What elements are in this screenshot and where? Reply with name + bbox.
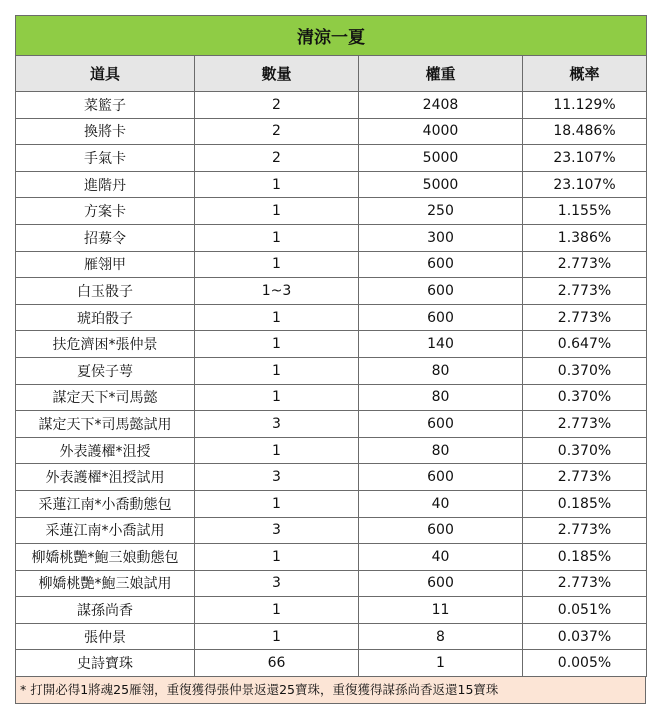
weight-cell: 40 — [359, 490, 523, 517]
quantity-cell: 1 — [195, 623, 359, 650]
weight-cell: 5000 — [359, 171, 523, 198]
item-cell: 手氣卡 — [16, 145, 195, 172]
table-row — [16, 171, 647, 198]
item-cell: 史詩寶珠 — [16, 650, 195, 677]
table-row — [16, 224, 647, 251]
item-cell: 菜籃子 — [16, 92, 195, 119]
weight-cell: 600 — [359, 464, 523, 491]
table-row — [16, 411, 647, 438]
table-row — [16, 304, 647, 331]
weight-cell: 600 — [359, 251, 523, 278]
probability-cell: 0.185% — [523, 544, 647, 571]
weight-cell: 40 — [359, 544, 523, 571]
weight-cell: 600 — [359, 278, 523, 305]
header-probability: 概率 — [523, 56, 647, 92]
item-cell: 扶危濟困*張仲景 — [16, 331, 195, 358]
header-row — [16, 56, 647, 92]
weight-cell: 600 — [359, 570, 523, 597]
item-cell: 外表護櫂*沮授 — [16, 437, 195, 464]
item-cell: 外表護櫂*沮授試用 — [16, 464, 195, 491]
weight-cell: 600 — [359, 304, 523, 331]
weight-cell: 600 — [359, 517, 523, 544]
table-title: 清涼一夏 — [16, 16, 647, 56]
quantity-cell: 1 — [195, 224, 359, 251]
quantity-cell: 3 — [195, 464, 359, 491]
item-cell: 采蓮江南*小喬動態包 — [16, 490, 195, 517]
probability-cell: 2.773% — [523, 411, 647, 438]
quantity-cell: 3 — [195, 517, 359, 544]
quantity-cell: 2 — [195, 92, 359, 119]
probability-cell: 0.185% — [523, 490, 647, 517]
quantity-cell: 1 — [195, 544, 359, 571]
weight-cell: 80 — [359, 357, 523, 384]
weight-cell: 11 — [359, 597, 523, 624]
header-item: 道具 — [16, 56, 195, 92]
table-row — [16, 517, 647, 544]
table-row — [16, 278, 647, 305]
title-row — [16, 16, 647, 56]
drop-rate-table — [15, 15, 647, 677]
weight-cell: 80 — [359, 437, 523, 464]
table-row — [16, 437, 647, 464]
item-cell: 謀定天下*司馬懿 — [16, 384, 195, 411]
table-row — [16, 570, 647, 597]
weight-cell: 600 — [359, 411, 523, 438]
quantity-cell: 1 — [195, 171, 359, 198]
table-row — [16, 118, 647, 145]
table-row — [16, 251, 647, 278]
table-row — [16, 544, 647, 571]
table-body — [16, 92, 647, 677]
probability-cell: 1.155% — [523, 198, 647, 225]
weight-cell: 80 — [359, 384, 523, 411]
probability-cell: 2.773% — [523, 570, 647, 597]
weight-cell: 2408 — [359, 92, 523, 119]
item-cell: 琥珀骰子 — [16, 304, 195, 331]
probability-cell: 2.773% — [523, 304, 647, 331]
probability-cell: 0.647% — [523, 331, 647, 358]
probability-cell: 0.051% — [523, 597, 647, 624]
item-cell: 柳嬌桃艷*鮑三娘動態包 — [16, 544, 195, 571]
item-cell: 白玉骰子 — [16, 278, 195, 305]
weight-cell: 5000 — [359, 145, 523, 172]
item-cell: 采蓮江南*小喬試用 — [16, 517, 195, 544]
item-cell: 雁翎甲 — [16, 251, 195, 278]
probability-cell: 2.773% — [523, 517, 647, 544]
probability-cell: 0.370% — [523, 437, 647, 464]
table-row — [16, 145, 647, 172]
weight-cell: 8 — [359, 623, 523, 650]
quantity-cell: 3 — [195, 411, 359, 438]
probability-cell: 1.386% — [523, 224, 647, 251]
item-cell: 柳嬌桃艷*鮑三娘試用 — [16, 570, 195, 597]
probability-cell: 0.037% — [523, 623, 647, 650]
quantity-cell: 1 — [195, 331, 359, 358]
table-row — [16, 331, 647, 358]
quantity-cell: 1 — [195, 490, 359, 517]
quantity-cell: 1 — [195, 304, 359, 331]
quantity-cell: 1 — [195, 437, 359, 464]
quantity-cell: 66 — [195, 650, 359, 677]
quantity-cell: 1~3 — [195, 278, 359, 305]
table-row — [16, 357, 647, 384]
probability-cell: 0.370% — [523, 357, 647, 384]
probability-cell: 0.005% — [523, 650, 647, 677]
footnote: * 打開必得1將魂25雁翎，重復獲得張仲景返還25寶珠，重復獲得謀孫尚香返還15寶珠 — [15, 677, 646, 704]
item-cell: 進階丹 — [16, 171, 195, 198]
quantity-cell: 1 — [195, 251, 359, 278]
weight-cell: 140 — [359, 331, 523, 358]
quantity-cell: 1 — [195, 357, 359, 384]
table-row — [16, 490, 647, 517]
probability-cell: 18.486% — [523, 118, 647, 145]
probability-cell: 0.370% — [523, 384, 647, 411]
probability-cell: 2.773% — [523, 278, 647, 305]
item-cell: 方案卡 — [16, 198, 195, 225]
header-weight: 權重 — [359, 56, 523, 92]
table-row — [16, 650, 647, 677]
weight-cell: 300 — [359, 224, 523, 251]
drop-rate-table-container — [15, 15, 646, 704]
table-row — [16, 464, 647, 491]
item-cell: 張仲景 — [16, 623, 195, 650]
table-row — [16, 384, 647, 411]
probability-cell: 23.107% — [523, 171, 647, 198]
quantity-cell: 1 — [195, 597, 359, 624]
probability-cell: 2.773% — [523, 251, 647, 278]
quantity-cell: 1 — [195, 198, 359, 225]
item-cell: 夏侯子萼 — [16, 357, 195, 384]
item-cell: 謀定天下*司馬懿試用 — [16, 411, 195, 438]
quantity-cell: 3 — [195, 570, 359, 597]
probability-cell: 23.107% — [523, 145, 647, 172]
item-cell: 招募令 — [16, 224, 195, 251]
weight-cell: 1 — [359, 650, 523, 677]
quantity-cell: 2 — [195, 145, 359, 172]
table-row — [16, 92, 647, 119]
header-quantity: 數量 — [195, 56, 359, 92]
item-cell: 謀孫尚香 — [16, 597, 195, 624]
table-row — [16, 198, 647, 225]
item-cell: 換將卡 — [16, 118, 195, 145]
quantity-cell: 2 — [195, 118, 359, 145]
probability-cell: 11.129% — [523, 92, 647, 119]
table-row — [16, 623, 647, 650]
probability-cell: 2.773% — [523, 464, 647, 491]
table-row — [16, 597, 647, 624]
weight-cell: 250 — [359, 198, 523, 225]
weight-cell: 4000 — [359, 118, 523, 145]
quantity-cell: 1 — [195, 384, 359, 411]
